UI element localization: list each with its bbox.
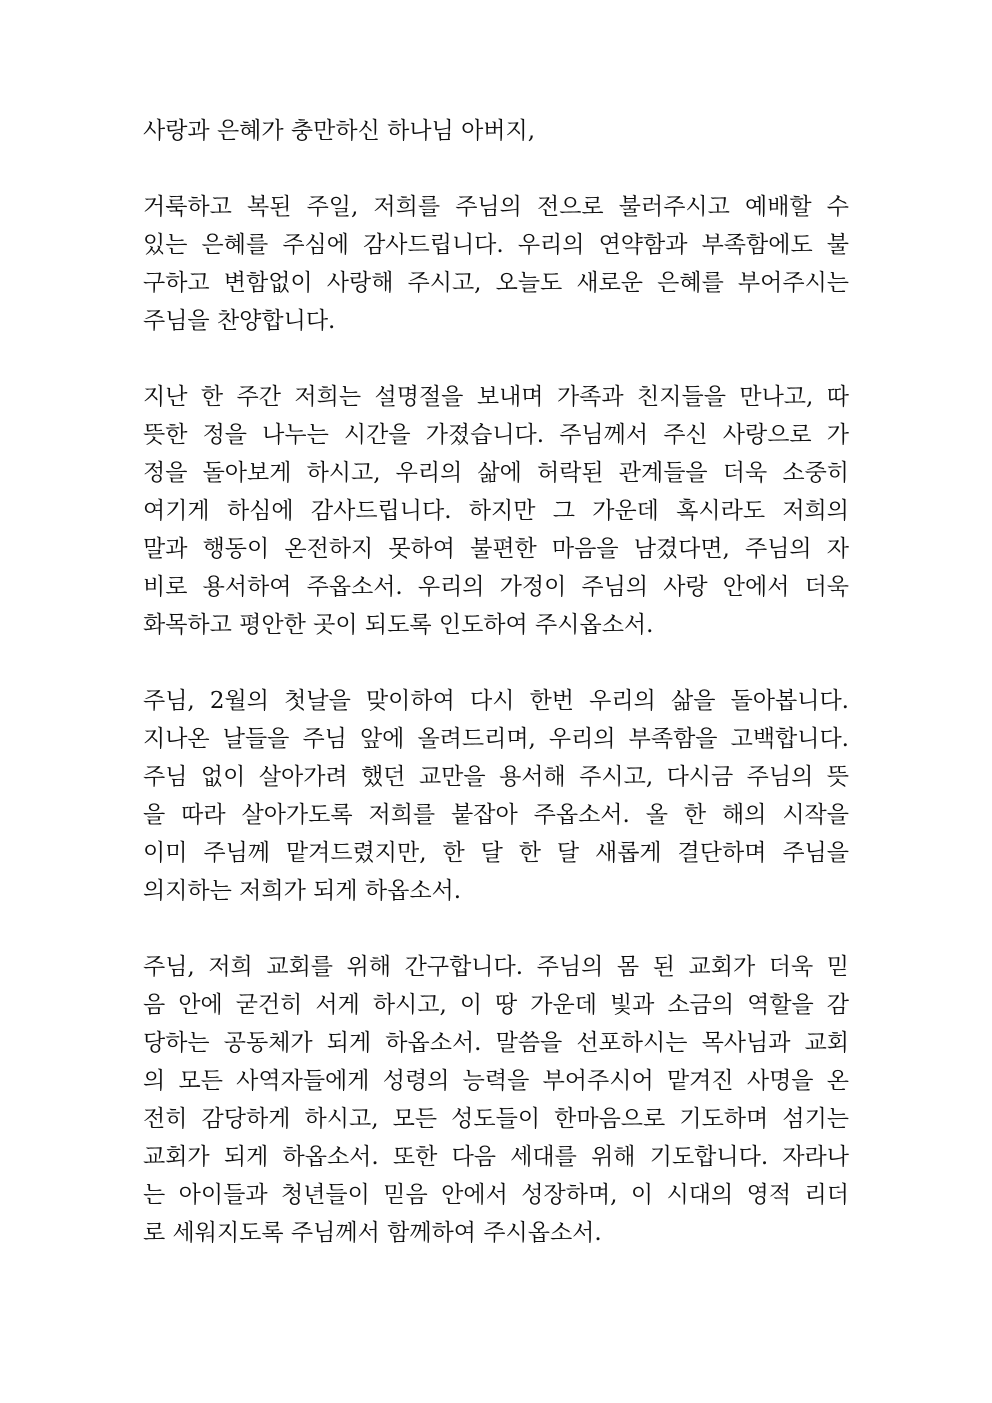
paragraph-line: 있는 은혜를 주심에 감사드립니다. 우리의 연약함과 부족함에도 불: [143, 232, 849, 258]
paragraph-line: 지난 한 주간 저희는 설명절을 보내며 가족과 친지들을 만나고, 따: [143, 384, 849, 410]
paragraph-line: 거룩하고 복된 주일, 저희를 주님의 전으로 불러주시고 예배할 수: [143, 194, 849, 220]
paragraph-line: 의지하는 저희가 되게 하옵소서.: [143, 878, 462, 904]
paragraph-line: 말과 행동이 온전하지 못하여 불편한 마음을 남겼다면, 주님의 자: [143, 536, 849, 562]
paragraph-line: 주님을 찬양합니다.: [143, 308, 336, 334]
paragraph-line: 화목하고 평안한 곳이 되도록 인도하여 주시옵소서.: [143, 612, 654, 638]
paragraph-line: 지나온 날들을 주님 앞에 올려드리며, 우리의 부족함을 고백합니다.: [143, 726, 849, 752]
paragraph-line: 당하는 공동체가 되게 하옵소서. 말씀을 선포하시는 목사님과 교회: [143, 1030, 849, 1056]
paragraph-line: 의 모든 사역자들에게 성령의 능력을 부어주시어 맡겨진 사명을 온: [143, 1068, 849, 1094]
paragraph-gap: [143, 644, 849, 682]
paragraph-line: 비로 용서하여 주옵소서. 우리의 가정이 주님의 사랑 안에서 더욱: [143, 574, 849, 600]
paragraph-line: 여기게 하심에 감사드립니다. 하지만 그 가운데 혹시라도 저희의: [143, 498, 849, 524]
paragraph-line: 정을 돌아보게 하시고, 우리의 삶에 허락된 관계들을 더욱 소중히: [143, 460, 849, 486]
paragraph-gap: [143, 150, 849, 188]
paragraph-line: 구하고 변함없이 사랑해 주시고, 오늘도 새로운 은혜를 부어주시는: [143, 270, 849, 296]
paragraph-line: 주님, 저희 교회를 위해 간구합니다. 주님의 몸 된 교회가 더욱 믿: [143, 954, 849, 980]
paragraph-line: 사랑과 은혜가 충만하신 하나님 아버지,: [143, 118, 536, 144]
paragraph-line: 주님 없이 살아가려 했던 교만을 용서해 주시고, 다시금 주님의 뜻: [143, 764, 849, 790]
paragraph-gap: [143, 910, 849, 948]
paragraph-line: 교회가 되게 하옵소서. 또한 다음 세대를 위해 기도합니다. 자라나: [143, 1144, 849, 1170]
prayer-text: [143, 112, 849, 1252]
paragraph-line: 로 세워지도록 주님께서 함께하여 주시옵소서.: [143, 1220, 602, 1246]
paragraph-line: 음 안에 굳건히 서게 하시고, 이 땅 가운데 빛과 소금의 역할을 감: [143, 992, 849, 1018]
paragraph-line: 전히 감당하게 하시고, 모든 성도들이 한마음으로 기도하며 섬기는: [143, 1106, 849, 1132]
paragraph-line: 는 아이들과 청년들이 믿음 안에서 성장하며, 이 시대의 영적 리더: [143, 1182, 849, 1208]
paragraph-line: 주님, 2월의 첫날을 맞이하여 다시 한번 우리의 삶을 돌아봅니다.: [143, 688, 849, 714]
paragraph-line: 이미 주님께 맡겨드렸지만, 한 달 한 달 새롭게 결단하며 주님을: [143, 840, 849, 866]
paragraph-gap: [143, 340, 849, 378]
paragraph-line: 을 따라 살아가도록 저희를 붙잡아 주옵소서. 올 한 해의 시작을: [143, 802, 849, 828]
paragraph-line: 뜻한 정을 나누는 시간을 가졌습니다. 주님께서 주신 사랑으로 가: [143, 422, 849, 448]
